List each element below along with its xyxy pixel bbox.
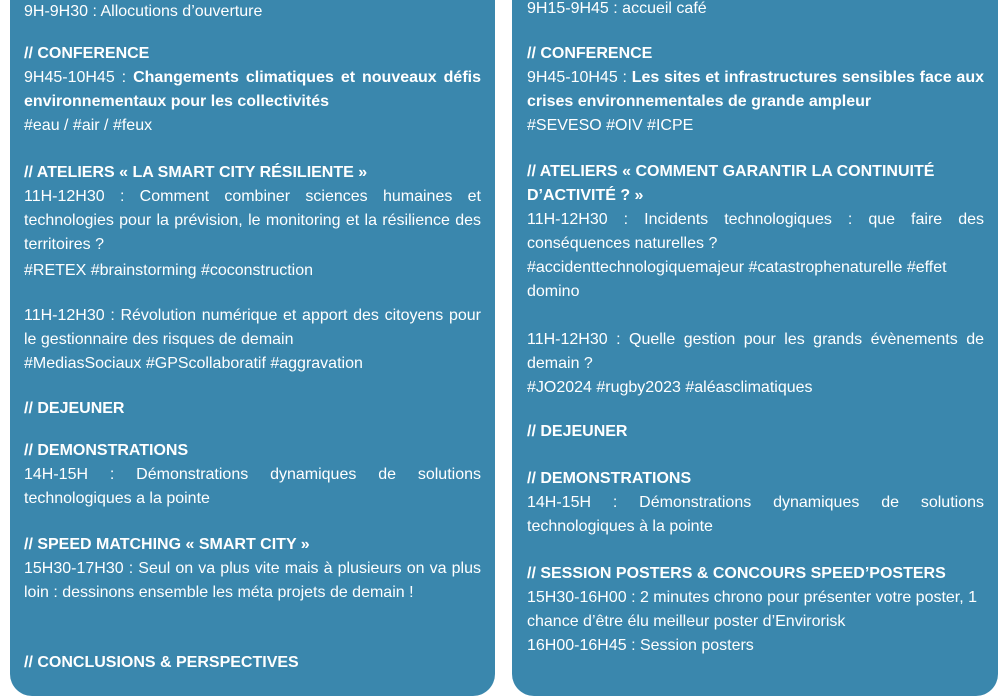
- section-heading: // CONFERENCE: [24, 45, 150, 62]
- posters-session-text: 16H00-16H45 : Session posters: [527, 637, 754, 654]
- atelier-item-2: [527, 328, 984, 400]
- conference-text: [527, 66, 984, 114]
- atelier-item-tags: #accidenttechnologiquemajeur #catastrophenaturelle #effet domino: [527, 259, 947, 300]
- conference-title: Les sites et infrastructures sensibles face aux crises environnementales de grande ampleur: [527, 69, 984, 110]
- section-heading: // ATELIERS « COMMENT GARANTIR LA CONTINUITÉ D’ACTIVITÉ ? »: [527, 163, 935, 204]
- demonstrations-text: 14H-15H : Démonstrations dynamiques de solutions technologiques a la pointe: [24, 466, 481, 507]
- conference-text: [24, 66, 481, 114]
- program-column-left: [10, 0, 495, 696]
- section-heading: // DEJEUNER: [527, 423, 628, 440]
- section-heading: // SESSION POSTERS & CONCOURS SPEED’POSTERS: [527, 565, 946, 582]
- opening-line: 9H-9H30 : Allocutions d’ouverture: [24, 3, 263, 20]
- conference-section: [24, 42, 481, 138]
- speed-matching-text: 15H30-17H30 : Seul on va plus vite mais à plusieurs on va plus loin : dessinons ensemble les méta projets de demain !: [24, 560, 481, 601]
- posters-text: 15H30-16H00 : 2 minutes chrono pour présenter votre poster, 1 chance d’être élu meilleur poster d’Envirorisk: [527, 589, 978, 630]
- conference-time: 9H45-10H45 :: [24, 69, 134, 86]
- speed-matching-section: [24, 533, 481, 605]
- posters-section: [527, 562, 984, 658]
- demonstrations-section: [24, 439, 481, 511]
- section-heading: // DEJEUNER: [24, 400, 125, 417]
- program-column-right: [512, 0, 998, 696]
- conference-section: [527, 42, 984, 138]
- ateliers-section: [24, 161, 481, 283]
- atelier-item-tags: #MediasSociaux #GPScollaboratif #aggravation: [24, 355, 363, 372]
- section-heading: // ATELIERS « LA SMART CITY RÉSILIENTE »: [24, 164, 368, 181]
- section-heading: // CONCLUSIONS & PERSPECTIVES: [24, 654, 299, 671]
- section-heading: // SPEED MATCHING « SMART CITY »: [24, 536, 310, 553]
- section-heading: // DEMONSTRATIONS: [24, 442, 189, 459]
- atelier-item-text: 11H-12H30 : Comment combiner sciences humaines et technologies pour la prévision, le monitoring et la résilience des territoires ?: [24, 188, 481, 253]
- atelier-item-tags: #JO2024 #rugby2023 #aléasclimatiques: [527, 379, 813, 396]
- atelier-item-tags: #RETEX #brainstorming #coconstruction: [24, 262, 314, 279]
- demonstrations-text: 14H-15H : Démonstrations dynamiques de solutions technologiques à la pointe: [527, 494, 984, 535]
- atelier-item-text: 11H-12H30 : Incidents technologiques : que faire des conséquences naturelles ?: [527, 211, 984, 252]
- section-heading: // DEMONSTRATIONS: [527, 470, 692, 487]
- atelier-item-text: 11H-12H30 : Quelle gestion pour les grands évènements de demain ?: [527, 331, 984, 372]
- conference-tags: #SEVESO #OIV #ICPE: [527, 117, 694, 134]
- conclusions-section: [24, 651, 481, 675]
- atelier-item-2: [24, 304, 481, 376]
- ateliers-section: [527, 160, 984, 304]
- dejeuner-section: [24, 397, 481, 421]
- conference-tags: #eau / #air / #feux: [24, 117, 153, 134]
- dejeuner-section: [527, 420, 984, 444]
- atelier-item-text: 11H-12H30 : Révolution numérique et apport des citoyens pour le gestionnaire des risques de demain: [24, 307, 481, 348]
- accueil-line: 9H15-9H45 : accueil café: [527, 0, 707, 17]
- conference-time: 9H45-10H45 :: [527, 69, 632, 86]
- conference-title: Changements climatiques et nouveaux défis environnementaux pour les collectivités: [24, 69, 482, 110]
- section-heading: // CONFERENCE: [527, 45, 653, 62]
- demonstrations-section: [527, 467, 984, 539]
